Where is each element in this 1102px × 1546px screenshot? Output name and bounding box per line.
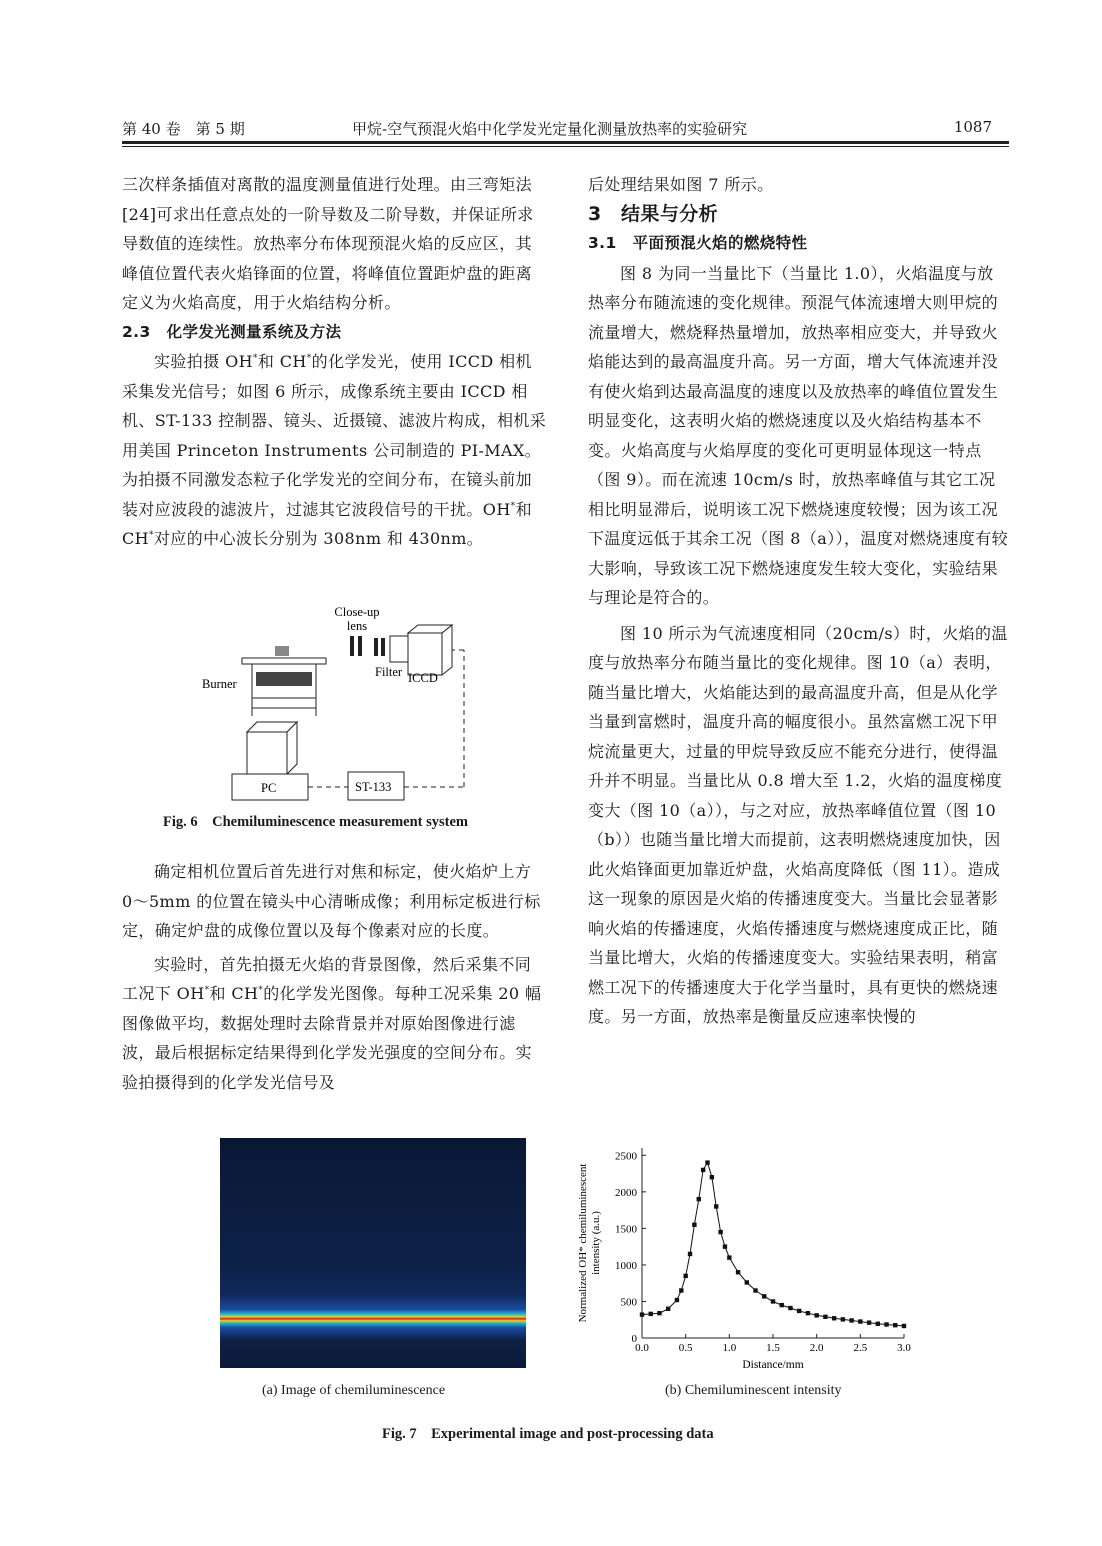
data-point (771, 1299, 775, 1303)
header-rule (122, 141, 1009, 144)
x-tick-label: 2.5 (853, 1342, 868, 1354)
data-point (780, 1303, 784, 1307)
paragraph: 实验时，首先拍摄无火焰的背景图像，然后采集不同工况下 OH*和 CH*的化学发光图像。每种工况采集 20 幅图像做平均，数据处理时去除背景并对原始图像进行滤波，最后根据标定结果得到化学发光强度的空间分布。实验拍摄得到的化学发光信号及 (122, 954, 542, 1092)
running-header (122, 118, 992, 138)
closeup-label: Close-up (334, 605, 380, 619)
pc-monitor-side (287, 722, 297, 774)
data-point (797, 1309, 801, 1313)
burner-flange (242, 658, 326, 664)
paragraph: 三次样条插值对离散的温度测量值进行处理。由三弯矩法[24]可求出任意点处的一阶导数及二阶导数，并保证所求导数值的连续性。放热率分布体现预混火焰的反应区，其峰值位置代表火焰锋面的位置，将峰值位置距炉盘的距离定义为火焰高度，用于火焰结构分析。 (122, 175, 534, 312)
section-heading-2-3: 2.3 化学发光测量系统及方法 (122, 322, 342, 341)
data-point (679, 1288, 683, 1292)
x-tick-label: 2.0 (809, 1342, 824, 1354)
pc-label: PC (261, 781, 277, 795)
data-point (849, 1318, 853, 1322)
x-tick-label: 1.0 (722, 1342, 737, 1354)
data-point (701, 1168, 705, 1172)
st133-label: ST-133 (355, 780, 392, 794)
burner-top-cap (275, 646, 289, 656)
left-column (122, 170, 547, 554)
data-point (723, 1244, 727, 1248)
header-rule-thin (122, 146, 1009, 147)
data-point (640, 1312, 644, 1316)
page-number: 1087 (953, 118, 992, 136)
iccd-label: ICCD (408, 671, 438, 685)
data-point (858, 1319, 862, 1323)
paragraph: 实验拍摄 OH*和 CH*的化学发光，使用 ICCD 相机采集发光信号；如图 6 所示，成像系统主要由 ICCD 相机、ST-133 控制器、镜头、近摄镜、滤波片构成，相机采用美国 Princeton Instruments 公司制造的 PI-MAX。为拍摄不同激发态粒子化学发光的空间分布，在镜头前加装对应波段的滤波片，过滤其它波段信号的干扰。OH*和 CH*对应的中心波长分别为 308nm 和 430nm。 (122, 352, 547, 548)
y-tick-label: 2500 (615, 1150, 637, 1163)
filter-shape-2 (381, 638, 385, 656)
iccd-box-side (442, 625, 452, 675)
data-point (832, 1316, 836, 1320)
x-tick-label: 0.5 (678, 1342, 693, 1354)
burner-base (252, 698, 316, 708)
filter-shape (374, 638, 378, 656)
chemiluminescence-image (220, 1138, 526, 1368)
burner-label: Burner (202, 677, 237, 691)
x-tick-label: 0.0 (635, 1342, 649, 1354)
x-axis-title: Distance/mm (742, 1359, 804, 1371)
pc-monitor (247, 732, 287, 774)
y-tick-label: 2000 (615, 1186, 637, 1199)
y-tick-label: 1500 (615, 1223, 637, 1236)
data-point (823, 1315, 827, 1319)
section-heading-3-1: 3.1 平面预混火焰的燃烧特性 (588, 234, 808, 252)
fig7a-caption: (a) Image of chemiluminescence (262, 1383, 446, 1398)
data-point (893, 1323, 897, 1327)
right-column (588, 170, 1010, 1032)
filter-label: Filter (375, 665, 403, 679)
chemiluminescent-intensity-chart (560, 1140, 920, 1380)
y-tick-label: 500 (620, 1296, 637, 1309)
data-point (753, 1288, 757, 1292)
section-heading-3: 3 结果与分析 (588, 202, 719, 225)
data-point (666, 1307, 670, 1311)
data-point (688, 1252, 692, 1256)
data-point (902, 1324, 906, 1328)
data-point (867, 1320, 871, 1324)
paragraph: 图 8 为同一当量比下（当量比 1.0），火焰温度与放热率分布随流速的变化规律。预混气体流速增大则甲烷的流量增大，燃烧释热量增加，放热率相应变大，并导致火焰能达到的最高温度升高。另一方面，增大气体流速并没有使火焰到达最高温度的速度以及放热率的峰值位置发生明显变化，这表明火焰的燃烧速度以及火焰结构基本不变。火焰高度与火焰厚度的变化可更明显体现这一特点（图 9）。而在流速 10cm/s 时，放热率峰值与其它工况相比明显滞后，说明该工况下燃烧速度较慢；因为该工况下温度远低于其余工况（图 8（a）），温度对燃烧速度有较大影响，导致该工况下燃烧速度发生较大变化，实验结果与理论是符合的。 (588, 263, 1009, 607)
data-point (714, 1204, 718, 1208)
fig6-caption: Fig. 6 Chemiluminescence measurement system (163, 814, 468, 830)
data-point (788, 1306, 792, 1310)
y-tick-label: 0 (631, 1333, 637, 1345)
data-point (718, 1230, 722, 1234)
paragraph: 确定相机位置后首先进行对焦和标定，使火焰炉上方 0～5mm 的位置在镜头中心清晰成像；利用标定板进行标定，确定炉盘的成像位置以及每个像素对应的长度。 (122, 862, 541, 940)
data-point (806, 1311, 810, 1315)
data-point (692, 1223, 696, 1227)
data-point (841, 1317, 845, 1321)
data-point (727, 1255, 731, 1259)
closeup-lens-shape (350, 636, 354, 656)
data-point (814, 1313, 818, 1317)
data-point (649, 1312, 653, 1316)
data-point (745, 1280, 749, 1284)
running-title: 甲烷-空气预混火焰中化学发光定量化测量放热率的实验研究 (352, 120, 748, 138)
data-point (697, 1197, 701, 1201)
y-axis-title: Normalized OH* chemiluminescentintensity (a.u.) (577, 1163, 602, 1323)
fig7-caption: Fig. 7 Experimental image and post-processing data (382, 1426, 714, 1442)
data-point (736, 1270, 740, 1274)
closeup-lens-shape-2 (358, 636, 362, 656)
burner-porous-plug (256, 672, 312, 686)
data-point (762, 1294, 766, 1298)
data-point (705, 1160, 709, 1164)
fig7b-caption: (b) Chemiluminescent intensity (665, 1383, 842, 1398)
camera-lens-shape (390, 636, 408, 662)
data-point (657, 1311, 661, 1315)
x-tick-label: 3.0 (897, 1342, 911, 1354)
data-point (710, 1175, 714, 1179)
paragraph: 图 10 所示为气流速度相同（20cm/s）时，火焰的温度与放热率分布随当量比的变化规律。图 10（a）表明，随当量比增大，火焰能达到的最高温度升高，但是从化学当量到富燃时，温度升高的幅度很小。虽然富燃工况下甲烷流量更大，过量的甲烷导致反应不能充分进行，使得温升并不明显。当量比从 0.8 增大至 1.2，火焰的温度梯度变大（图 10（a）），与之对应，放热率峰值位置（图 10（b））也随当量比增大而提前，这表明燃烧速度加快，因此火焰锋面更加靠近炉盘，火焰高度降低（图 11）。造成这一现象的原因是火焰的传播速度变大。当量比会显著影响火焰的传播速度，火焰传播速度与燃烧速度成正比，随当量比增大，火焰的传播速度变大。实验结果表明，稍富燃工况下的传播速度大于化学当量时，具有更快的燃烧速度。另一方面，放热率是衡量反应速率快慢的 (588, 623, 1008, 1026)
journal-volume: 第 40 卷 第 5 期 (122, 120, 245, 138)
data-point (675, 1298, 679, 1302)
iccd-box (408, 633, 442, 675)
fig6-diagram (190, 600, 490, 805)
x-tick-label: 1.5 (766, 1342, 780, 1354)
data-point (683, 1274, 687, 1278)
lens-label: lens (346, 619, 368, 633)
data-point (884, 1322, 888, 1326)
paragraph: 后处理结果如图 7 所示。 (588, 175, 774, 194)
y-tick-label: 1000 (615, 1259, 637, 1272)
data-point (876, 1322, 880, 1326)
left-column-lower (122, 857, 547, 1097)
